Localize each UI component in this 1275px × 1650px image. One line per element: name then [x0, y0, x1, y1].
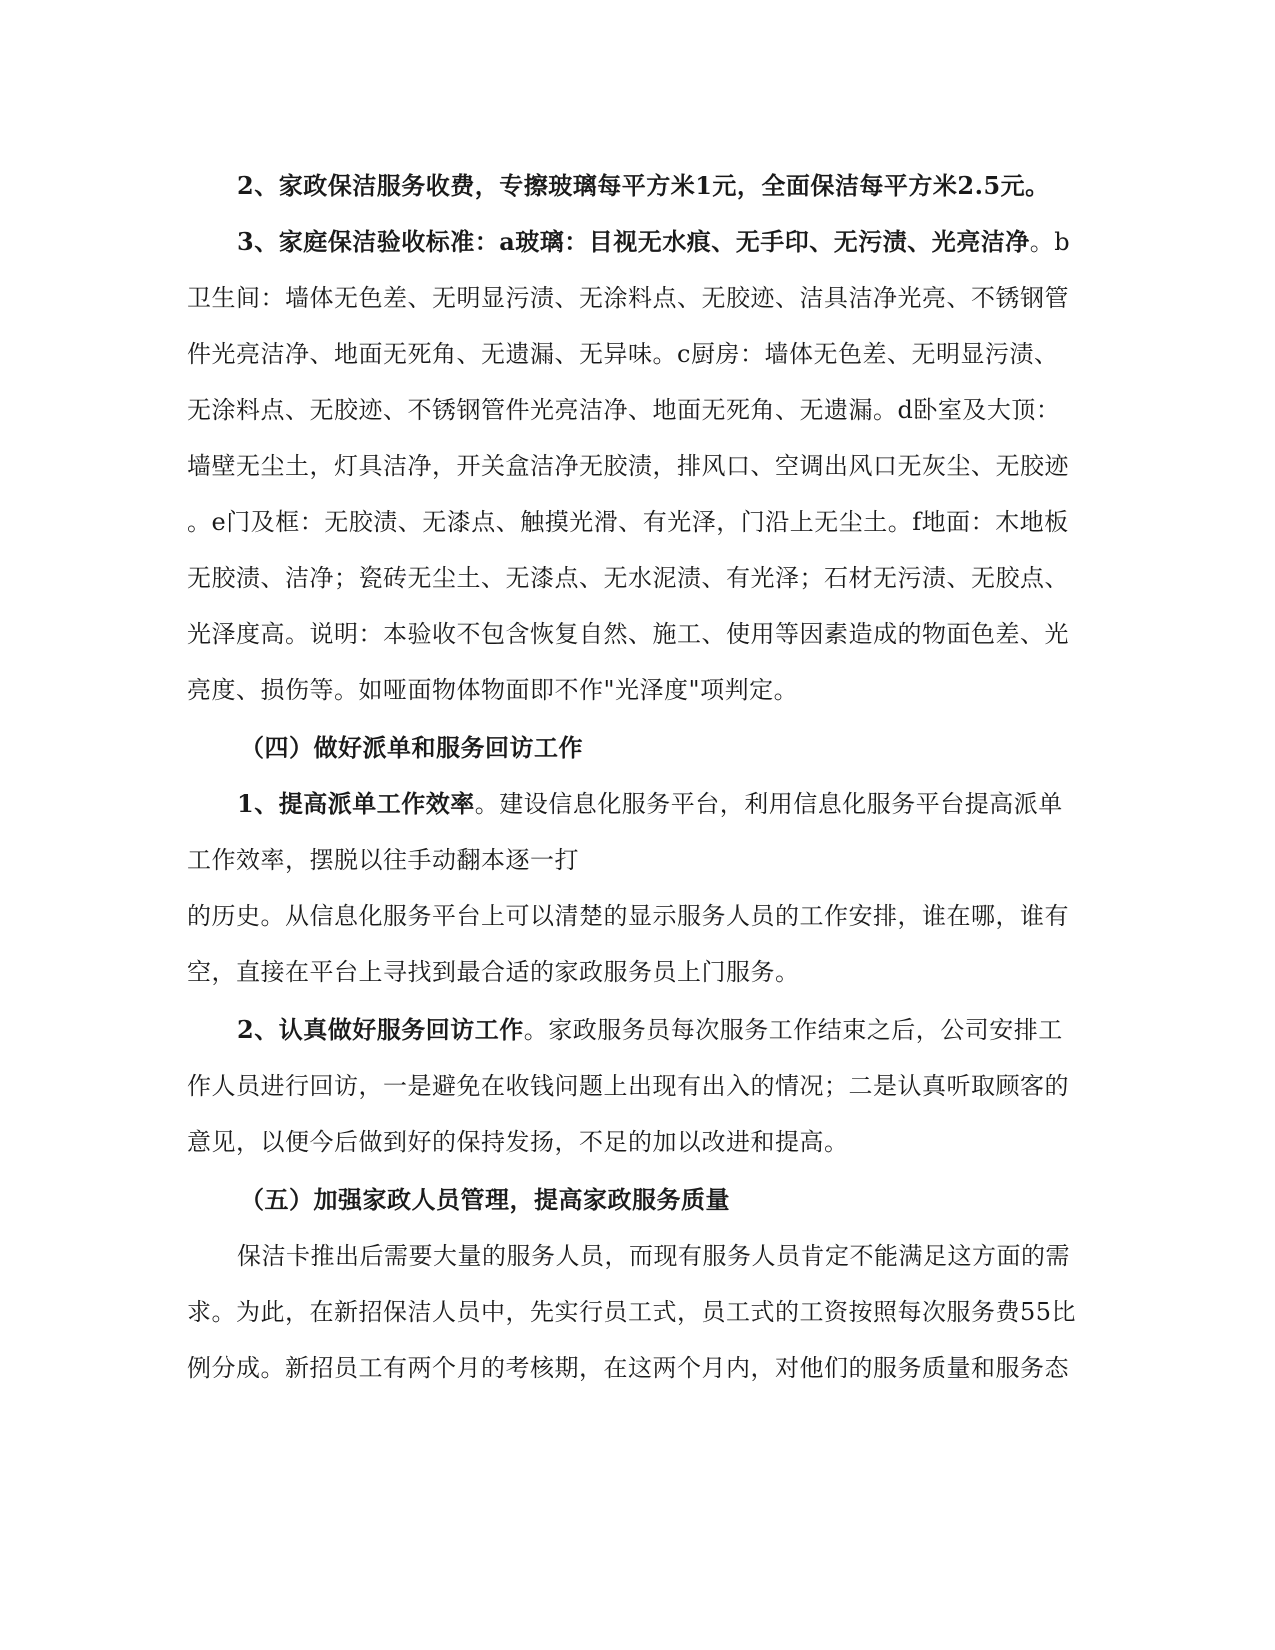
paragraph-line: 卫生间：墙体无色差、无明显污渍、无涂料点、无胶迹、洁具洁净光亮、不锈钢管 — [187, 284, 1069, 312]
text-span: 。家政服务员每次服务工作结束之后，公司安排工 — [523, 1016, 1063, 1044]
paragraph-revisit-start — [237, 1015, 1063, 1045]
paragraph-line: 无涂料点、无胶迹、不锈钢管件光亮洁净、地面无死角、无遗漏。d卧室及大顶： — [187, 396, 1061, 424]
paragraph-line: 空，直接在平台上寻找到最合适的家政服务员上门服务。 — [187, 958, 800, 986]
bold-span: 2、认真做好服务回访工作 — [237, 1015, 524, 1044]
paragraph-standard-start — [237, 227, 1070, 257]
section-heading-four: （四）做好派单和服务回访工作 — [240, 733, 583, 762]
text-span: 。b — [1029, 228, 1071, 256]
paragraph-line: 作人员进行回访，一是避免在收钱问题上出现有出入的情况；二是认真听取顾客的 — [187, 1072, 1069, 1100]
paragraph-line: 墙壁无尘土，灯具洁净，开关盒洁净无胶渍，排风口、空调出风口无灰尘、无胶迹 — [187, 452, 1069, 480]
bold-span: 1、提高派单工作效率 — [237, 789, 475, 818]
paragraph-line: 。e门及框：无胶渍、无漆点、触摸光滑、有光泽，门沿上无尘土。f地面：木地板 — [187, 508, 1069, 536]
paragraph-line: 件光亮洁净、地面无死角、无遗漏、无异味。c厨房：墙体无色差、无明显污渍、 — [187, 340, 1059, 368]
paragraph-line: 求。为此，在新招保洁人员中，先实行员工式，员工式的工资按照每次服务费55比 — [187, 1298, 1077, 1326]
text-span: 。建设信息化服务平台，利用信息化服务平台提高派单 — [474, 790, 1063, 818]
paragraph-dispatch-start — [237, 789, 1063, 819]
paragraph-line: 例分成。新招员工有两个月的考核期，在这两个月内，对他们的服务质量和服务态 — [187, 1354, 1069, 1382]
bold-span: 3、家庭保洁验收标准：a玻璃：目视无水痕、无手印、无污渍、光亮洁净 — [237, 227, 1030, 256]
paragraph-fee: 2、家政保洁服务收费，专擦玻璃每平方米1元，全面保洁每平方米2.5元。 — [237, 171, 1050, 200]
paragraph-line: 工作效率，摆脱以往手动翻本逐一打 — [187, 846, 579, 874]
paragraph-line: 意见，以便今后做到好的保持发扬，不足的加以改进和提高。 — [187, 1128, 849, 1156]
paragraph-line: 亮度、损伤等。如哑面物体物面即不作"光泽度"项判定。 — [187, 676, 799, 704]
paragraph-staff-start: 保洁卡推出后需要大量的服务人员，而现有服务人员肯定不能满足这方面的需 — [237, 1242, 1070, 1270]
section-heading-five: （五）加强家政人员管理，提高家政服务质量 — [240, 1185, 730, 1214]
paragraph-line: 无胶渍、洁净；瓷砖无尘土、无漆点、无水泥渍、有光泽；石材无污渍、无胶点、 — [187, 564, 1069, 592]
paragraph-line: 光泽度高。说明：本验收不包含恢复自然、施工、使用等因素造成的物面色差、光 — [187, 620, 1069, 648]
paragraph-line: 的历史。从信息化服务平台上可以清楚的显示服务人员的工作安排，谁在哪，谁有 — [187, 902, 1069, 930]
